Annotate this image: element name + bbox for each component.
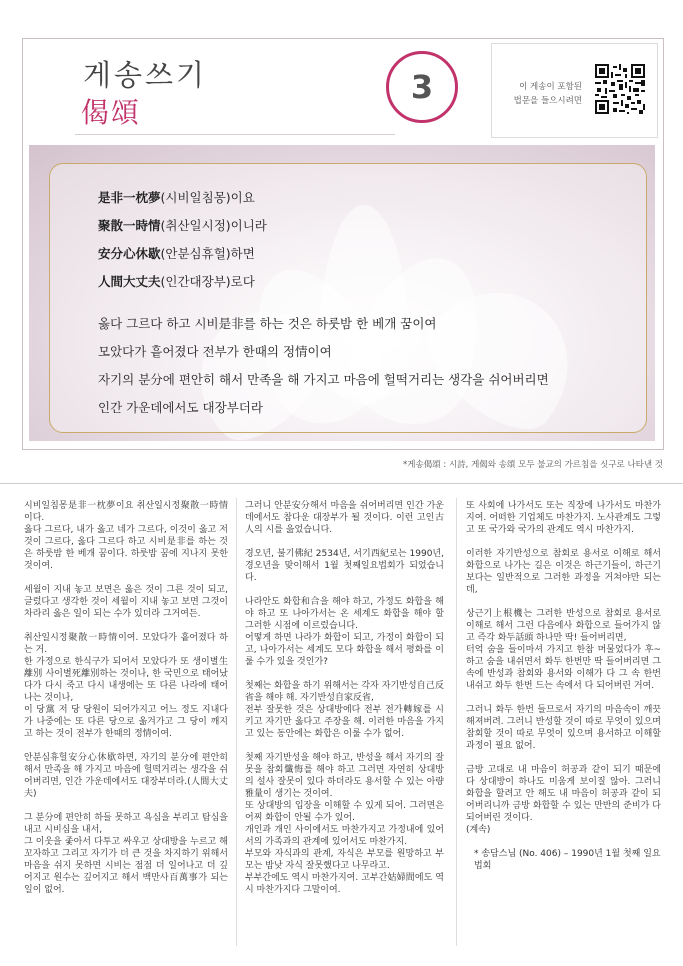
page-title-hanja: 偈頌 (81, 96, 142, 129)
translation-line: 모았다가 흩어졌다 전부가 한때의 정情이여 (98, 344, 332, 359)
body-column-1 (24, 500, 228, 908)
translation-line: 옳다 그르다 하고 시비是非를 하는 것은 하룻밤 한 베개 꿈이여 (98, 316, 437, 331)
issue-number: 3 (410, 68, 434, 106)
paragraph: 첫째는 화합을 하기 위해서는 각자 자기반성自己反省을 해야 해. 자기반성自家反省, 전부 잘못한 것은 상대방에다 전부 전가轉嫁를 시키고 자기만 옳다고 주장을 해. 이러한 마음을 가지고 있는 동안에는 화합은 이룰 수가 없어. (245, 681, 444, 739)
footnote: *게송偈頌 : 시詩, 게偈와 송頌 모두 불교의 가르침을 싯구로 나타낸 것 (403, 460, 663, 470)
title-divider (75, 134, 395, 135)
column-divider (456, 498, 457, 946)
verse-line: 安分心休歇(안분심휴헐)하면 (98, 246, 255, 261)
qr-code-icon[interactable] (595, 64, 645, 114)
source-signature: * 송담스님 (No. 406) – 1990년 1월 첫째 일요법회 (474, 849, 661, 871)
qr-panel[interactable] (491, 43, 658, 138)
paragraph: 첫째 자기반성을 해야 하고, 반성을 해서 자기의 잘못을 참회懺悔를 해야 하고 그러면 자연히 상대방의 설사 잘못이 있다 하더라도 용서할 수 있는 아량雅量이 생기는 것이여. 또 상대방의 입장을 이해할 수 있게 되어. 그러면은 어찌 화합이 안될 수가 있어. 개인과 개인 사이에서도 마찬가지고 가정내에 있어서의 가족과의 관계에 있어서도 마찬가지. 부모와 자식과의 관계, 자식은 부모를 원망하고 부모는 밤낮 자식 잘못했다고 나무라고. 부부간에도 역시 마찬가지여. 고부간姑婦間에도 역시 마찬가지다 그말이여. (245, 753, 444, 895)
header-panel (22, 38, 664, 450)
verse-line: 是非一枕夢(시비일침몽)이요 (98, 190, 255, 205)
lotus-background-image (29, 145, 655, 441)
paragraph: 이러한 자기반성으로 참회로 용서로 이해로 해서 화합으로 나가는 길은 이것은 하근기들이, 하근기보다는 일반적으로 그러한 과정을 거쳐야만 되는데, (466, 549, 661, 595)
paragraph: 그 분分에 편안히 하들 못하고 욕심을 부리고 탐심을 내고 시비심을 내서, 그 이웃을 좇아서 다투고 싸우고 상대방을 누르고 해꼬자하고 그리고 자기가 더 큰 것을 차지하기 위해서 마음을 쉬지 못하면 시비는 점점 더 일어나고 더 깊어지고 원수는 깊어지고 해서 백만사百萬事가 되는 일이 없어. (24, 813, 228, 895)
paragraph: 상근기上根機는 그러한 반성으로 참회로 용서로 이해로 해서 그런 다음에사 화합으로 들어가지 않고 즉각 화두話頭 하나만 딱! 들어버리면, 터억 숨을 들이마셔 가지고 한참 머물었다가 후~하고 숨을 내쉬면서 화두 한번만 딱 들어버리면 그 속에 반성과 참회와 용서와 이해가 다 그 속 한번 내쉬고 화두 한번 드는 속에서 다 되어버린 거여. (466, 609, 661, 691)
verse-box (49, 163, 647, 433)
verse-line: 聚散一時情(취산일시정)이니라 (98, 218, 267, 233)
paragraph: 경오년, 불기佛紀 2534년, 서기西紀로는 1990년, 경오년을 맞이해서 1월 첫째일요법회가 되었습니다. (245, 549, 444, 583)
body-column-2 (245, 500, 444, 908)
page-title: 게송쓰기 (83, 58, 208, 92)
paragraph: 시비일침몽是非一枕夢이요 취산일시정聚散一時情이다. 옳다 그르다, 내가 옳고 네가 그르다, 이것이 옳고 저것이 그르다, 옳다 그르다 하고 시비是非를 하는 것은 하룻밤 한 베개 꿈이다. 하룻밤 꿈에 지나지 못한 것이여. (24, 501, 228, 571)
paragraph: 그러니 화두 한번 들므로서 자기의 마음속이 깨끗해져버려. 그러니 반성할 것이 따로 무엇이 있으며 참회할 것이 따로 무엇이 있으며 용서하고 이해할 과정이 필요 없어. (466, 705, 661, 751)
paragraph: 나라안도 화합和合을 해야 하고, 가정도 화합을 해야 하고 또 나아가서는 온 세계도 화합을 해야 할 그러한 시점에 이르렀습니다. 어떻게 하면 나라가 화합이 되고, 가정이 화합이 되고, 나아가서는 세계도 모다 화합을 해서 평화를 이룰 수가 있을 것인가? (245, 597, 444, 667)
qr-caption: 이 게송이 포함된 법문을 들으시려면 (513, 82, 582, 106)
translation-line: 자기의 분分에 편안히 해서 만족을 해 가지고 마음에 헐떡거리는 생각을 쉬어버리면 (98, 372, 549, 387)
translation-line: 인간 가운데에서도 대장부더라 (98, 400, 263, 415)
paragraph: 또 사회에 나가서도 또는 직장에 나가서도 마찬가지여. 어떠한 기업체도 마찬가지. 노사관계도 그렇고 또 국가와 국가의 관계도 역시 마찬가지. (466, 501, 661, 535)
verse-line: 人間大丈夫(인간대장부)로다 (98, 274, 255, 289)
paragraph: 금방 고대로 내 마음이 허공과 같이 되기 때문에 다 상대방이 하나도 미움게 보이질 않아. 그러니 화합을 할려고 안 해도 내 마음이 허공과 같이 되어버리니까 금방 화합할 수 있는 만반의 준비가 다 되어버린 것이다. (계속) (466, 765, 661, 835)
body-column-3 (466, 500, 661, 872)
column-divider (236, 498, 237, 946)
paragraph: 세월이 지내 놓고 보면은 옳은 것이 그른 것이 되고, 글렀다고 생각한 것이 세월이 지내 놓고 보면 그것이 차라리 옳은 일이 되는 수가 있더라 그거여든. (24, 585, 228, 619)
section-divider (0, 483, 683, 484)
issue-number-badge (386, 51, 458, 123)
paragraph: 취산일시정聚散一時情이여. 모았다가 흩어졌다 하는 거. 한 가정으로 한식구가 되어서 모았다가 또 생이별生離別 사이별死離別하는 것이나, 한 국민으로 태어났다가 다시 죽고 다시 내생에는 또 다른 나라에 태어나는 것이나, 이 당黨 저 당 당원이 되어가지고 어느 정도 지내다가 나중에는 또 다른 당으로 옮겨가고 그 당이 깨지고 하는 것이 전부가 한때의 정情이여. (24, 633, 228, 739)
paragraph: 그러니 안분安分해서 마음을 쉬어버리면 인간 가운데에서도 참다운 대장부가 될 것이다. 이런 고인古人의 시를 읊었습니다. (245, 501, 444, 535)
paragraph: 안분심휴헐安分心休歇하면, 자기의 분分에 편안히 해서 만족을 해 가지고 마음에 헐떡거리는 생각을 쉬어버리면, 인간 가운데에서도 대장부더라.(人間大丈夫) (24, 753, 228, 799)
